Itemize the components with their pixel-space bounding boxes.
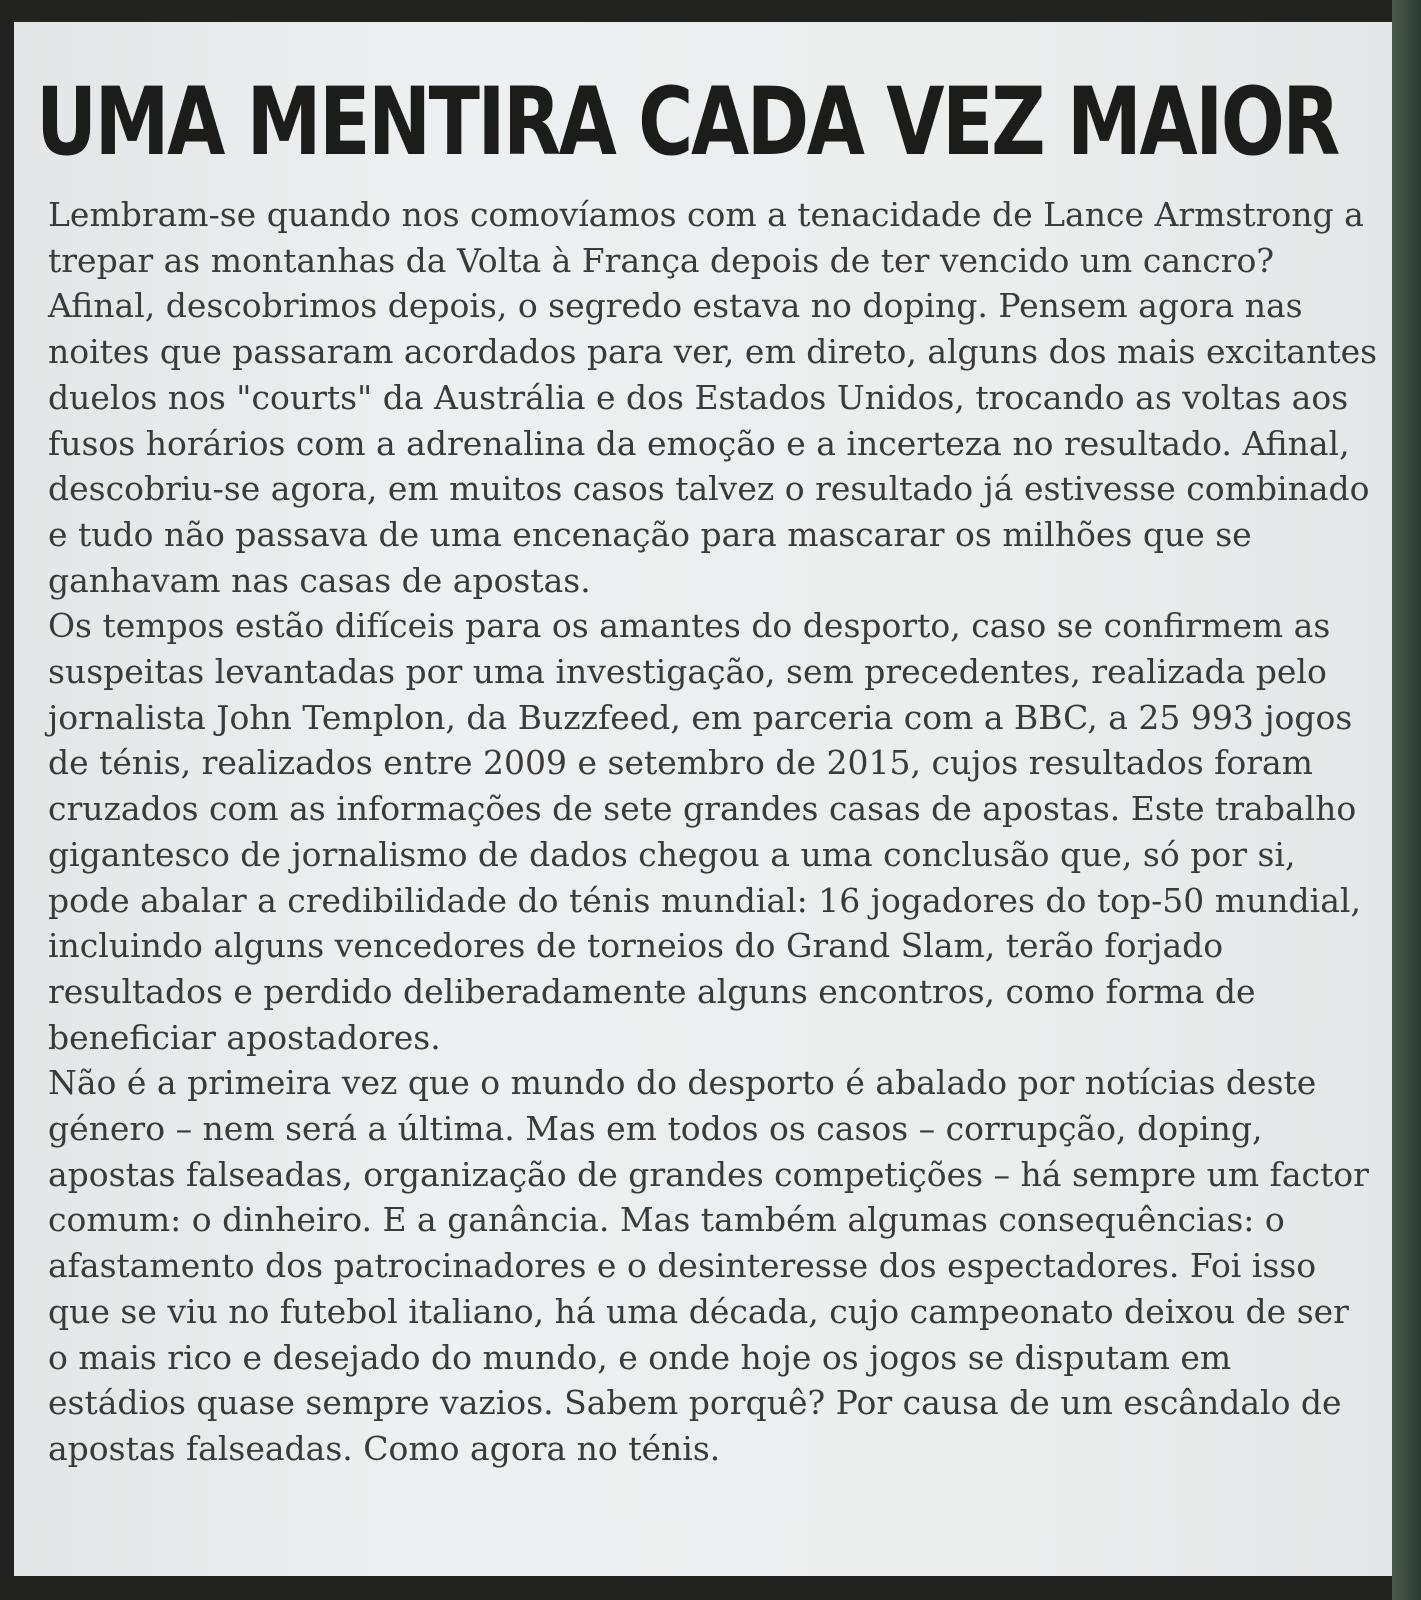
article-body [48, 192, 1378, 1472]
article-paragraph-2: Os tempos estão difíceis para os amantes do desporto, caso se confirmem as suspeitas levantadas por uma investigação, sem precedentes, realizada pelo jornalista John Templon, da Buzzfeed, em parceria com a BBC, a 25 993 jogos de ténis, realizados entre 2009 e setembro de 2015, cujos resultados foram cruzados com as informações de sete grandes casas de apostas. Este trabalho gigantesco de jornalismo de dados chegou a uma conclusão que, só por si, pode abalar a credibilidade do ténis mundial: 16 jogadores do top-50 mundial, incluindo alguns vencedores de torneios do Grand Slam, terão forjado resultados e perdido deliberadamente alguns encontros, como forma de beneficiar apostadores. [48, 606, 1361, 1057]
article-paragraph-3: Não é a primeira vez que o mundo do desporto é abalado por notícias deste género – nem será a última. Mas em todos os casos – corrupção, doping, apostas falseadas, organização de grandes competições – há sempre um factor comum: o dinheiro. E a ganância. Mas também algumas consequências: o afastamento dos patrocinadores e o desinteresse dos espectadores. Foi isso que se viu no futebol italiano, há uma década, cujo campeonato deixou de ser o mais rico e desejado do mundo, e onde hoje os jogos se disputam em estádios quase sempre vazios. Sabem porquê? Por causa de um escândalo de apostas falseadas. Como agora no ténis. [48, 1063, 1369, 1468]
article-headline: UMA MENTIRA CADA VEZ MAIOR [36, 68, 1338, 177]
article-paragraph-1: Lembram-se quando nos comovíamos com a tenacidade de Lance Armstrong a trepar as montanhas da Volta à França depois de ter vencido um cancro? Afinal, descobrimos depois, o segredo estava no doping. Pensem agora nas noites que passaram acordados para ver, em direto, alguns dos mais excitantes duelos nos "courts" da Austrália e dos Estados Unidos, trocando as voltas aos fusos horários com a adrenalina da emoção e a incerteza no resultado. Afinal, descobriu-se agora, em muitos casos talvez o resultado já estivesse combinado e tudo não passava de uma encenação para mascarar os milhões que se ganhavam nas casas de apostas. [48, 195, 1378, 600]
page-edge [1392, 0, 1421, 1600]
